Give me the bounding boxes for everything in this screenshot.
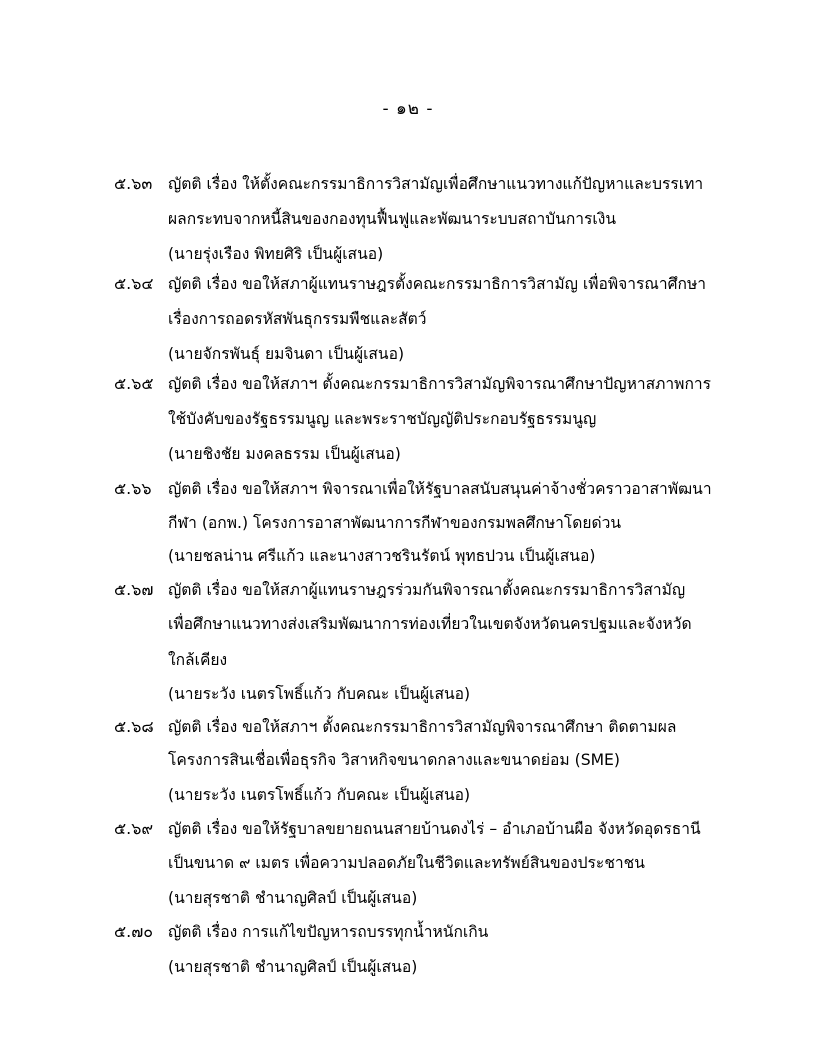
page-number: - ๑๒ - [382, 99, 434, 119]
item-number: ๕.๖๘ [114, 717, 154, 736]
motion-item [114, 172, 734, 263]
motion-title-line: เป็นขนาด ๙ เมตร เพื่อความปลอดภัยในชีวิตและทรัพย์สินของประชาชน [168, 854, 645, 872]
item-number: ๕.๖๔ [114, 274, 154, 293]
motion-title-line: ญัตติ เรื่อง ขอให้รัฐบาลขยายถนนสายบ้านดงไร่ – อำเภอบ้านผือ จังหวัดอุดรธานี [168, 820, 701, 838]
item-number: ๕.๖๗ [114, 580, 154, 599]
proposer-line: (นายระวัง เนตรโพธิ์แก้ว กับคณะ เป็นผู้เสนอ) [168, 685, 471, 703]
motion-item [114, 715, 734, 804]
proposer-line: (นายจักรพันธุ์ ยมจินดา เป็นผู้เสนอ) [168, 345, 405, 363]
item-number: ๕.๖๕ [114, 374, 154, 393]
motion-title-line: ญัตติ เรื่อง ขอให้สภาผู้แทนราษฎรตั้งคณะกรรมาธิการวิสามัญ เพื่อพิจารณาศึกษา [168, 275, 706, 293]
item-number: ๕.๗๐ [114, 922, 153, 941]
motion-item [114, 920, 734, 980]
motion-title-line: เรื่องการถอดรหัสพันธุกรรมพืชและสัตว์ [168, 310, 427, 328]
motion-title-line: ญัตติ เรื่อง การแก้ไขปัญหารถบรรทุกน้ำหนักเกิน [168, 923, 489, 941]
motion-item [114, 272, 734, 363]
motion-title-line: ญัตติ เรื่อง ขอให้สภาฯ พิจารณาเพื่อให้รัฐบาลสนับสนุนค่าจ้างชั่วคราวอาสาพัฒนา [168, 480, 712, 498]
motion-title-line: ญัตติ เรื่อง ขอให้สภาฯ ตั้งคณะกรรมาธิการวิสามัญพิจารณาศึกษาปัญหาสภาพการ [168, 375, 712, 393]
motion-title-line: ใกล้เคียง [168, 651, 228, 669]
item-number: ๕.๖๓ [114, 174, 153, 193]
item-number: ๕.๖๖ [114, 479, 152, 498]
motion-title-line: ผลกระทบจากหนี้สินของกองทุนฟื้นฟูและพัฒนาระบบสถาบันการเงิน [168, 210, 617, 228]
motion-item [114, 578, 734, 703]
proposer-line: (นายสุรชาติ ชำนาญศิลป์ เป็นผู้เสนอ) [168, 889, 418, 907]
proposer-line: (นายรุ่งเรือง พิทยศิริ เป็นผู้เสนอ) [168, 245, 384, 263]
motion-item [114, 477, 734, 565]
motion-item [114, 817, 734, 907]
motion-title-line: โครงการสินเชื่อเพื่อธุรกิจ วิสาหกิจขนาดกลางและขนาดย่อม (SME) [168, 751, 620, 769]
motion-item [114, 372, 734, 463]
motion-title-line: กีฬา (อกพ.) โครงการอาสาพัฒนาการกีฬาของกรมพลศึกษาโดยด่วน [168, 514, 622, 532]
proposer-line: (นายระวัง เนตรโพธิ์แก้ว กับคณะ เป็นผู้เสนอ) [168, 786, 471, 804]
proposer-line: (นายสุรชาติ ชำนาญศิลป์ เป็นผู้เสนอ) [168, 958, 418, 976]
motion-title-line: ญัตติ เรื่อง ขอให้สภาผู้แทนราษฎรร่วมกันพิจารณาตั้งคณะกรรมาธิการวิสามัญ [168, 581, 686, 599]
motion-title-line: เพื่อศึกษาแนวทางส่งเสริมพัฒนาการท่องเที่ยวในเขตจังหวัดนครปฐมและจังหวัด [168, 615, 692, 633]
motion-title-line: ใช้บังคับของรัฐธรรมนูญ และพระราชบัญญัติประกอบรัฐธรรมนูญ [168, 410, 597, 428]
motion-title-line: ญัตติ เรื่อง ขอให้สภาฯ ตั้งคณะกรรมาธิการวิสามัญพิจารณาศึกษา ติดตามผล [168, 718, 677, 736]
proposer-line: (นายชลน่าน ศรีแก้ว และนางสาวชรินรัตน์ พุทธปวน เป็นผู้เสนอ) [168, 547, 596, 565]
item-number: ๕.๖๙ [114, 819, 154, 838]
proposer-line: (นายชิงชัย มงคลธรรม เป็นผู้เสนอ) [168, 445, 401, 463]
motion-title-line: ญัตติ เรื่อง ให้ตั้งคณะกรรมาธิการวิสามัญเพื่อศึกษาแนวทางแก้ปัญหาและบรรเทา [168, 175, 704, 193]
